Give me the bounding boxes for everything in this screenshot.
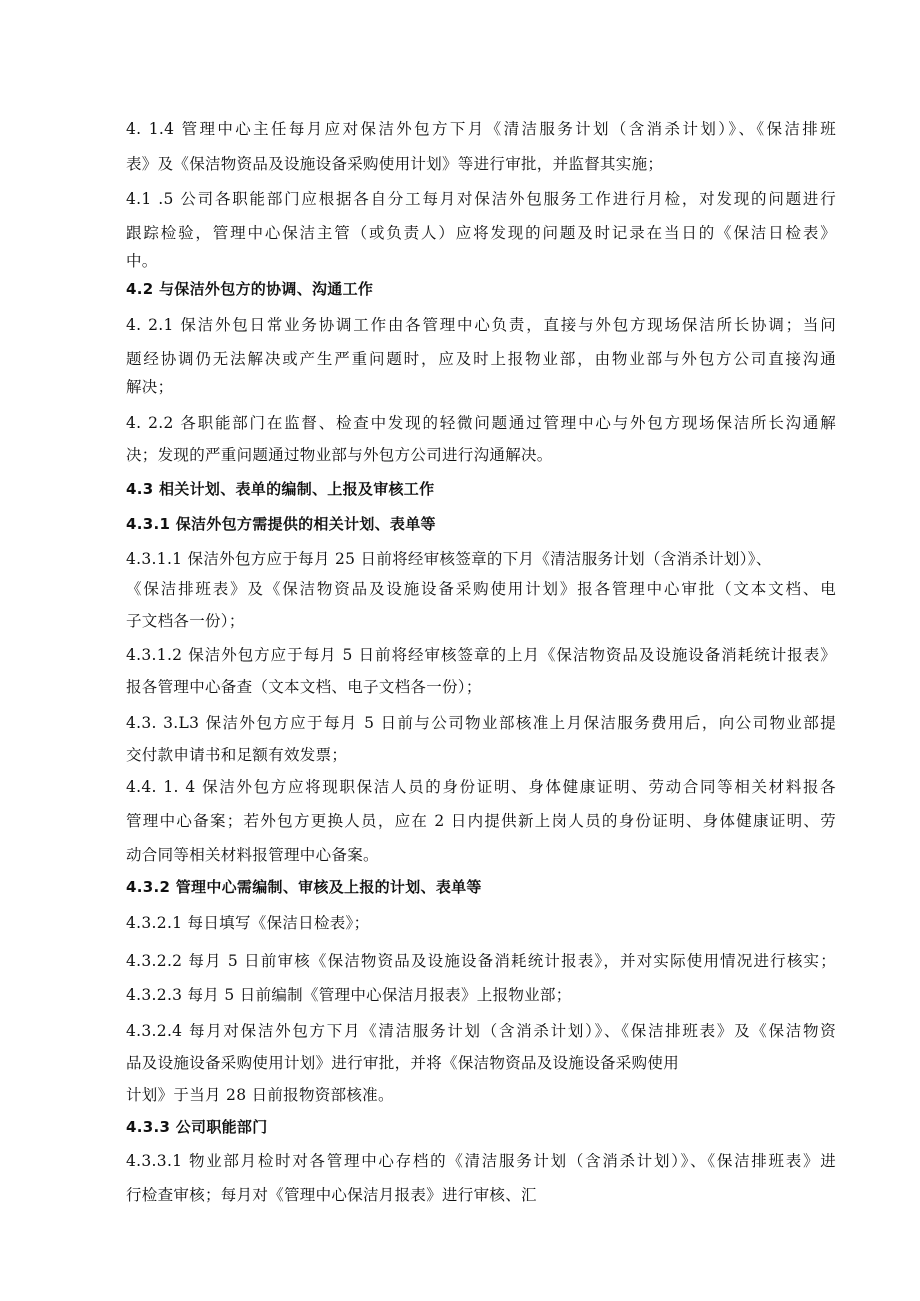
paragraph-line: 4. 2.1 保洁外包日常业务协调工作由各管理中心负责，直接与外包方现场保洁所长协调；当问 [126, 316, 836, 334]
section-heading: 4.3.1 保洁外包方需提供的相关计划、表单等 [126, 515, 436, 533]
paragraph-line: 4.4. 1. 4 保洁外包方应将现职保洁人员的身份证明、身体健康证明、劳动合同等相关材料报各 [126, 778, 836, 796]
paragraph-line: 4.3.2.1 每日填写《保洁日检表》； [126, 914, 370, 932]
paragraph-line: 4.3. 3.L3 保洁外包方应于每月 5 日前与公司物业部核准上月保洁服务费用后，向公司物业部提 [126, 714, 836, 732]
section-heading: 4.2 与保洁外包方的协调、沟通工作 [126, 280, 374, 298]
paragraph-line: 4.1 .5 公司各职能部门应根据各自分工每月对保洁外包服务工作进行月检，对发现的问题进行 [126, 190, 836, 208]
paragraph-line: 题经协调仍无法解决或产生严重问题时，应及时上报物业部，由物业部与外包方公司直接沟通 [126, 350, 836, 368]
paragraph-line: 决；发现的严重问题通过物业部与外包方公司进行沟通解决。 [126, 446, 553, 464]
paragraph-line: 交付款申请书和足额有效发票； [126, 746, 348, 764]
section-heading: 4.3.2 管理中心需编制、审核及上报的计划、表单等 [126, 878, 482, 896]
paragraph-line: 4.3.3.1 物业部月检时对各管理中心存档的《清洁服务计划（含消杀计划）》、《保洁排班表》进 [126, 1152, 836, 1170]
paragraph-line: 子文档各一份）； [126, 612, 245, 630]
paragraph-line: 4.3.2.4 每月对保洁外包方下月《清洁服务计划（含消杀计划）》、《保洁排班表》及《保洁物资 [126, 1022, 836, 1040]
paragraph-line: 管理中心备案；若外包方更换人员，应在 2 日内提供新上岗人员的身份证明、身体健康证明、劳 [126, 812, 836, 830]
paragraph-line: 报各管理中心备查（文本文档、电子文档各一份）； [126, 678, 482, 696]
paragraph-line: 动合同等相关材料报管理中心备案。 [126, 846, 379, 864]
section-heading: 4.3.3 公司职能部门 [126, 1118, 268, 1136]
paragraph-line: 表》及《保洁物资品及设施设备采购使用计划》等进行审批，并监督其实施； [126, 155, 664, 173]
paragraph-line: 中。 [126, 252, 158, 270]
section-heading: 4.3 相关计划、表单的编制、上报及审核工作 [126, 480, 435, 498]
paragraph-line: 《保洁排班表》及《保洁物资品及设施设备采购使用计划》报各管理中心审批（文本文档、电 [126, 580, 836, 598]
paragraph-line: 行检查审核；每月对《管理中心保洁月报表》进行审核、汇 [126, 1186, 537, 1204]
paragraph-line: 解决； [126, 378, 174, 396]
paragraph-line: 4.3.2.3 每月 5 日前编制《管理中心保洁月报表》上报物业部； [126, 986, 572, 1004]
paragraph-line: 计划》于当月 28 日前报物资部核准。 [126, 1086, 394, 1104]
paragraph-line: 4.3.2.2 每月 5 日前审核《保洁物资品及设施设备消耗统计报表》，并对实际使用情况进行核实； [126, 952, 836, 970]
paragraph-line: 跟踪检验，管理中心保洁主管（或负责人）应将发现的问题及时记录在当日的《保洁日检表》 [126, 224, 836, 242]
paragraph-line: 4. 1.4 管理中心主任每月应对保洁外包方下月《清洁服务计划（含消杀计划）》、《保洁排班 [126, 120, 836, 138]
paragraph-line: 4.3.1.2 保洁外包方应于每月 5 日前将经审核签章的上月《保洁物资品及设施设备消耗统计报表》 [126, 646, 836, 664]
paragraph-line: 4.3.1.1 保洁外包方应于每月 25 日前将经审核签章的下月《清洁服务计划（含消杀计划）》、 [126, 550, 772, 568]
paragraph-line: 品及设施设备采购使用计划》进行审批，并将《保洁物资品及设施设备采购使用 [126, 1054, 680, 1072]
paragraph-line: 4. 2.2 各职能部门在监督、检查中发现的轻微问题通过管理中心与外包方现场保洁所长沟通解 [126, 414, 836, 432]
